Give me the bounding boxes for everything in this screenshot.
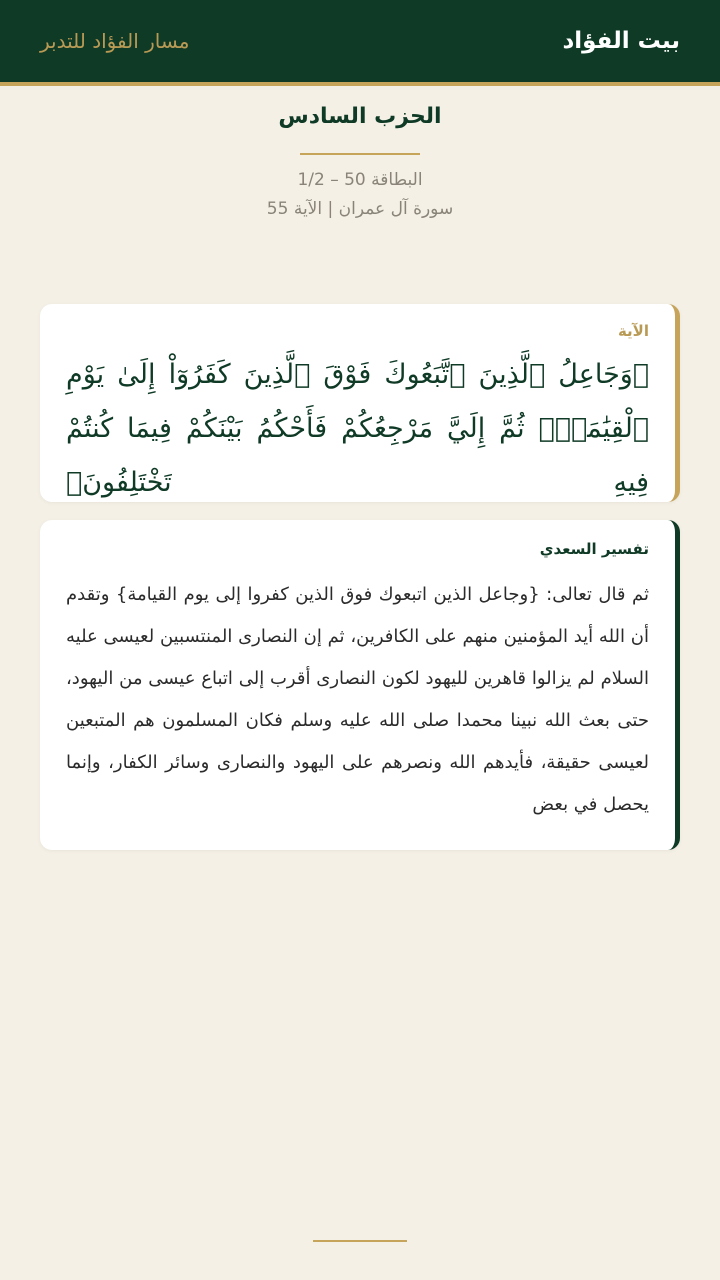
bottom-divider	[313, 1240, 407, 1242]
card-number-label: البطاقة 50 – 1/2	[297, 170, 423, 190]
tafsir-card[interactable]	[40, 520, 680, 850]
page-title: الحزب السادس	[278, 104, 442, 129]
app-title: بيت الفؤاد	[562, 28, 680, 54]
surah-ayah-label: سورة آل عمران | الآية 55	[266, 199, 454, 219]
app-header	[0, 0, 720, 86]
app-subtitle[interactable]: مسار الفؤاد للتدبر	[40, 29, 190, 53]
title-divider	[300, 153, 420, 155]
tafsir-text: ثم قال تعالى: {وجاعل الذين اتبعوك فوق الذين كفروا إلى يوم القيامة} وتقدم أن الله أيد المؤمنين منهم على الكافرين، ثم إن النصارى المنتسبين لعيسى عليه السلام لم يزالوا قاهرين لليهود لكون النصارى أقرب إلى اتباع عيسى من اليهود، حتى بعث الله نبينا محمدا صلى الله عليه وسلم فكان المسلمون هم المتبعين لعيسى حقيقة، فأيدهم الله ونصرهم على اليهود والنصارى وسائر الكفار، وإنما يحصل في بعض	[66, 584, 649, 815]
tafsir-card-label: تفسير السعدي	[539, 540, 649, 558]
ayah-card	[40, 304, 680, 502]
ayah-card-label: الآية	[617, 322, 649, 340]
ayah-text: ﴿وَجَاعِلُ ٱلَّذِينَ ٱتَّبَعُوكَ فَوْقَ ٱلَّذِينَ كَفَرُوٓاْ إِلَىٰ يَوْمِ ٱلْقِيَٰمَةِۖ ثُمَّ إِلَيَّ مَرْجِعُكُمْ فَأَحْكُمُ بَيْنَكُمْ فِيمَا كُنتُمْ فِيهِ تَخْتَلِفُونَ﴾	[66, 359, 649, 498]
